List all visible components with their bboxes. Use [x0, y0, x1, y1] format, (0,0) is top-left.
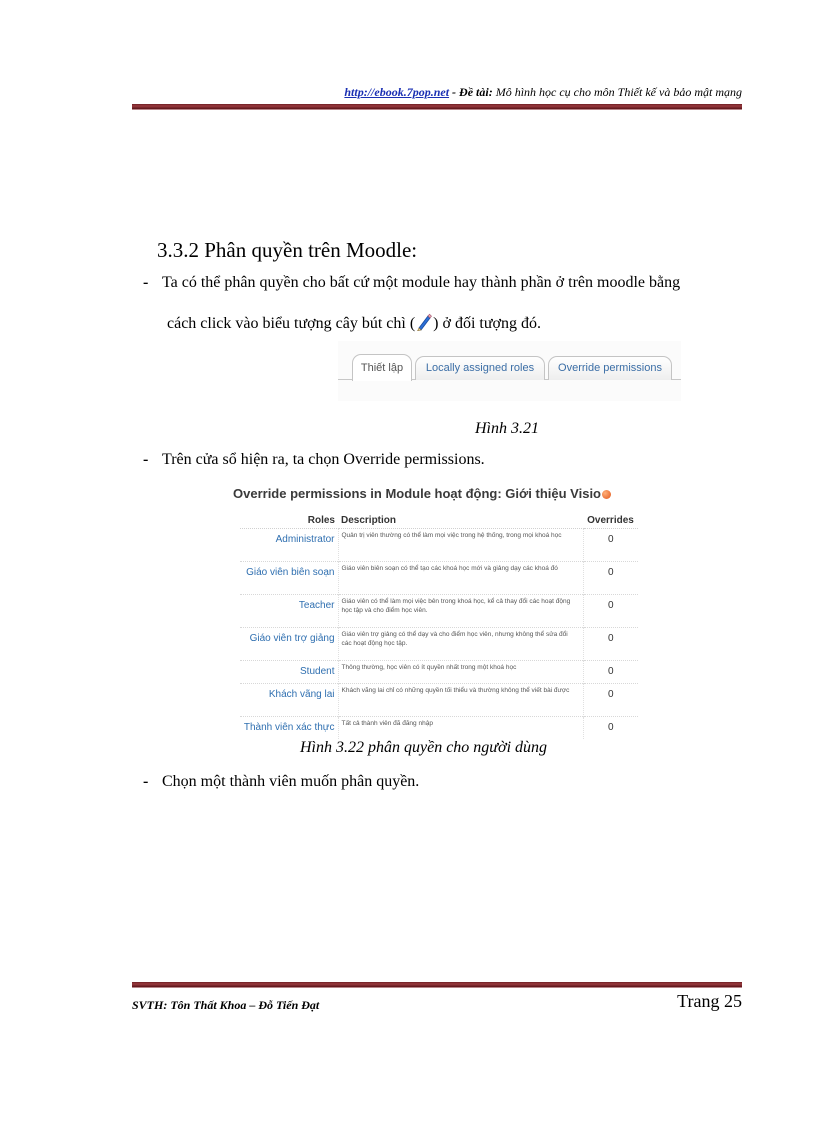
bullet-dash: - [143, 451, 149, 468]
permissions-screenshot [230, 483, 642, 733]
section-title: 3.3.2 Phân quyền trên Moodle: [157, 238, 418, 262]
override-count: 0 [583, 595, 638, 628]
bullet-1-continuation [167, 313, 541, 338]
permissions-table [240, 512, 638, 739]
pencil-icon [416, 313, 432, 338]
bullet-1-line2-after: ) ở đối tượng đó. [433, 315, 541, 332]
table-row [240, 529, 638, 562]
bullet-1-text: Ta có thể phân quyền cho bất cứ một module hay thành phần ở trên moodle bằng [162, 274, 681, 291]
role-link[interactable]: Giáo viên trợ giảng [240, 628, 338, 661]
role-link[interactable]: Giáo viên biên soạn [240, 562, 338, 595]
footer-rule [132, 982, 742, 988]
tab-locally-assigned-roles[interactable]: Locally assigned roles [415, 356, 545, 380]
tab-settings[interactable]: Thiết lập [352, 354, 412, 381]
override-count: 0 [583, 562, 638, 595]
header-separator: - [449, 85, 460, 99]
role-link[interactable]: Teacher [240, 595, 338, 628]
role-description: Khách vãng lai chỉ có những quyền tối thiểu và thường không thể viết bài được [338, 684, 583, 717]
permissions-title [233, 486, 611, 501]
help-icon[interactable] [602, 490, 611, 499]
column-header-description: Description [338, 512, 583, 529]
role-description: Giáo viên có thể làm mọi việc bên trong khoá học, kể cả thay đổi các hoạt động học tập và cho điểm học viên. [338, 595, 583, 628]
tabs-screenshot [338, 341, 681, 401]
bullet-3-text: Chọn một thành viên muốn phân quyền. [162, 773, 420, 790]
table-row [240, 595, 638, 628]
override-count: 0 [583, 684, 638, 717]
header-topic: Mô hình học cụ cho môn Thiết kế và bảo mật mạng [492, 85, 742, 99]
role-link[interactable]: Khách vãng lai [240, 684, 338, 717]
role-description: Giáo viên biên soạn có thể tạo các khoá học mới và giảng dạy các khoá đó [338, 562, 583, 595]
override-count: 0 [583, 661, 638, 684]
override-count: 0 [583, 717, 638, 740]
page-header [132, 84, 742, 100]
role-description: Tất cả thành viên đã đăng nhập [338, 717, 583, 740]
bullet-1-line2-before: cách click vào biểu tượng cây bút chì ( [167, 315, 416, 332]
column-header-overrides: Overrides [583, 512, 638, 529]
header-rule [132, 104, 742, 110]
table-row [240, 717, 638, 740]
table-row [240, 628, 638, 661]
table-row [240, 684, 638, 717]
role-description: Thông thường, học viên có ít quyền nhất trong một khoá học [338, 661, 583, 684]
override-count: 0 [583, 529, 638, 562]
bullet-dash: - [143, 773, 149, 790]
role-link[interactable]: Thành viên xác thực [240, 717, 338, 740]
footer-authors: SVTH: Tôn Thất Khoa – Đỗ Tiến Đạt [132, 998, 320, 1012]
role-description: Giáo viên trợ giảng có thể dạy và cho điểm học viên, nhưng không thể sửa đổi các hoạt động học tập. [338, 628, 583, 661]
table-row [240, 661, 638, 684]
bullet-2-text: Trên cửa sổ hiện ra, ta chọn Override permissions. [162, 451, 485, 468]
header-label: Đề tài: [459, 85, 493, 99]
permissions-title-text: Override permissions in Module hoạt động: Giới thiệu Visio [233, 486, 601, 501]
role-description: Quản trị viên thường có thể làm mọi việc trong hệ thống, trong mọi khoá học [338, 529, 583, 562]
role-link[interactable]: Administrator [240, 529, 338, 562]
figure-caption-3-21: Hình 3.21 [475, 420, 539, 437]
override-count: 0 [583, 628, 638, 661]
figure-caption-3-22: Hình 3.22 phân quyền cho người dùng [300, 739, 548, 756]
tab-override-permissions[interactable]: Override permissions [548, 356, 672, 380]
header-link[interactable]: http://ebook.7pop.net [344, 85, 450, 99]
table-row [240, 562, 638, 595]
bullet-dash: - [143, 274, 149, 291]
role-link[interactable]: Student [240, 661, 338, 684]
page-number: Trang 25 [677, 991, 742, 1011]
column-header-roles: Roles [240, 512, 338, 529]
